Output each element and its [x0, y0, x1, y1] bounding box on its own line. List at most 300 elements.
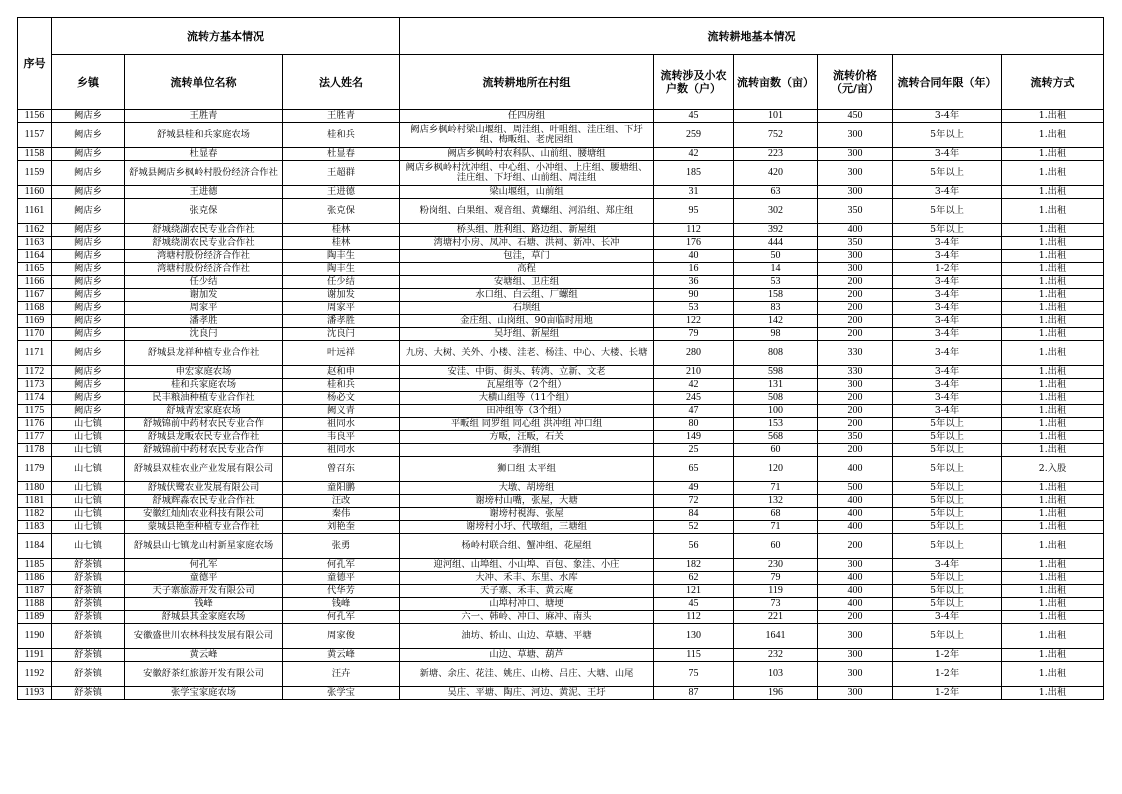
cell-town: 舒茶镇 [52, 649, 125, 662]
cell-unit: 钱峰 [125, 598, 283, 611]
cell-seq: 1193 [18, 687, 52, 700]
header-households: 流转涉及小农户数（户） [654, 55, 734, 110]
cell-person: 代华芳 [283, 585, 400, 598]
cell-price: 200 [818, 418, 893, 431]
table-row [18, 379, 1104, 392]
cell-village: 安洼、中街、街头、转湾、立新、文老 [400, 366, 654, 379]
cell-area: 132 [734, 495, 818, 508]
table-row [18, 482, 1104, 495]
cell-person: 桂林 [283, 237, 400, 250]
cell-method: 1.出租 [1002, 315, 1104, 328]
cell-town: 阙店乡 [52, 110, 125, 123]
cell-area: 444 [734, 237, 818, 250]
cell-person: 童阳鹏 [283, 482, 400, 495]
cell-seq: 1165 [18, 263, 52, 276]
cell-person: 钱峰 [283, 598, 400, 611]
cell-person: 祖同水 [283, 444, 400, 457]
cell-unit: 蒙城县艳奎种植专业合作社 [125, 521, 283, 534]
cell-unit: 谢加发 [125, 289, 283, 302]
cell-village: 桥头组、胜利组、路边组、新屋组 [400, 224, 654, 237]
cell-unit: 王进德 [125, 186, 283, 199]
cell-term: 5年以上 [893, 199, 1002, 224]
cell-area: 752 [734, 123, 818, 148]
table-row [18, 521, 1104, 534]
cell-seq: 1166 [18, 276, 52, 289]
cell-unit: 舒城县龙畈农民专业合作社 [125, 431, 283, 444]
cell-households: 42 [654, 379, 734, 392]
cell-seq: 1179 [18, 457, 52, 482]
cell-seq: 1181 [18, 495, 52, 508]
table-row [18, 289, 1104, 302]
cell-term: 5年以上 [893, 572, 1002, 585]
cell-method: 1.出租 [1002, 662, 1104, 687]
cell-term: 5年以上 [893, 585, 1002, 598]
cell-unit: 舒城县双桂农业产业发展有限公司 [125, 457, 283, 482]
cell-method: 1.出租 [1002, 431, 1104, 444]
table-row [18, 649, 1104, 662]
cell-town: 山七镇 [52, 495, 125, 508]
cell-price: 400 [818, 585, 893, 598]
cell-method: 1.出租 [1002, 611, 1104, 624]
cell-term: 3-4年 [893, 148, 1002, 161]
cell-seq: 1160 [18, 186, 52, 199]
cell-households: 65 [654, 457, 734, 482]
cell-village: 杨岭村联合组、蟹冲组、花屋组 [400, 534, 654, 559]
table-row [18, 341, 1104, 366]
cell-households: 182 [654, 559, 734, 572]
cell-village: 大墩、胡塝组 [400, 482, 654, 495]
cell-area: 73 [734, 598, 818, 611]
cell-town: 阙店乡 [52, 224, 125, 237]
cell-method: 1.出租 [1002, 224, 1104, 237]
cell-person: 张勇 [283, 534, 400, 559]
cell-village: 谢塝村小圩、代墩组，三塘组 [400, 521, 654, 534]
cell-area: 60 [734, 534, 818, 559]
cell-person: 汪卉 [283, 662, 400, 687]
cell-village: 山埠村冲口、塘埂 [400, 598, 654, 611]
cell-area: 53 [734, 276, 818, 289]
table-row [18, 585, 1104, 598]
cell-price: 200 [818, 444, 893, 457]
cell-term: 5年以上 [893, 123, 1002, 148]
cell-price: 400 [818, 457, 893, 482]
cell-area: 131 [734, 379, 818, 392]
cell-area: 568 [734, 431, 818, 444]
cell-unit: 舒城辉淼农民专业合作社 [125, 495, 283, 508]
cell-area: 196 [734, 687, 818, 700]
table-row [18, 328, 1104, 341]
cell-method: 1.出租 [1002, 186, 1104, 199]
cell-seq: 1186 [18, 572, 52, 585]
cell-price: 200 [818, 315, 893, 328]
cell-seq: 1161 [18, 199, 52, 224]
cell-seq: 1192 [18, 662, 52, 687]
header-village: 流转耕地所在村组 [400, 55, 654, 110]
cell-method: 1.出租 [1002, 405, 1104, 418]
cell-households: 72 [654, 495, 734, 508]
cell-person: 何孔军 [283, 559, 400, 572]
cell-seq: 1182 [18, 508, 52, 521]
cell-method: 1.出租 [1002, 341, 1104, 366]
cell-person: 刘艳奎 [283, 521, 400, 534]
table-row [18, 572, 1104, 585]
cell-village: 吴庄、平塘、陶庄、河边、黄泥、王圩 [400, 687, 654, 700]
table-row [18, 123, 1104, 148]
cell-unit: 周家平 [125, 302, 283, 315]
cell-village: 粉岗组、白果组、观音组、黄螺组、河沿组、郑庄组 [400, 199, 654, 224]
cell-area: 68 [734, 508, 818, 521]
cell-person: 王胜青 [283, 110, 400, 123]
cell-term: 3-4年 [893, 110, 1002, 123]
cell-village: 大横山组等（11个组） [400, 392, 654, 405]
cell-person: 任少结 [283, 276, 400, 289]
cell-town: 舒茶镇 [52, 611, 125, 624]
cell-households: 122 [654, 315, 734, 328]
cell-town: 阙店乡 [52, 148, 125, 161]
cell-area: 63 [734, 186, 818, 199]
cell-unit: 舒城县桂和兵家庭农场 [125, 123, 283, 148]
cell-person: 桂和兵 [283, 379, 400, 392]
cell-town: 阙店乡 [52, 392, 125, 405]
cell-seq: 1159 [18, 161, 52, 186]
cell-area: 221 [734, 611, 818, 624]
cell-households: 45 [654, 110, 734, 123]
cell-unit: 舒城绕湖农民专业合作社 [125, 237, 283, 250]
cell-households: 280 [654, 341, 734, 366]
cell-seq: 1174 [18, 392, 52, 405]
cell-seq: 1156 [18, 110, 52, 123]
cell-seq: 1190 [18, 624, 52, 649]
cell-price: 300 [818, 250, 893, 263]
cell-seq: 1176 [18, 418, 52, 431]
cell-households: 25 [654, 444, 734, 457]
cell-unit: 沈良闩 [125, 328, 283, 341]
cell-person: 周家俊 [283, 624, 400, 649]
cell-area: 223 [734, 148, 818, 161]
cell-village: 安塘组、卫庄组 [400, 276, 654, 289]
cell-person: 王超群 [283, 161, 400, 186]
cell-area: 119 [734, 585, 818, 598]
cell-households: 45 [654, 598, 734, 611]
cell-village: 大冲、禾丰、东里、水库 [400, 572, 654, 585]
cell-method: 2.入股 [1002, 457, 1104, 482]
header-seq: 序号 [18, 18, 52, 110]
cell-town: 阙店乡 [52, 302, 125, 315]
cell-person: 秦伟 [283, 508, 400, 521]
cell-town: 阙店乡 [52, 405, 125, 418]
cell-method: 1.出租 [1002, 250, 1104, 263]
cell-town: 山七镇 [52, 534, 125, 559]
cell-area: 302 [734, 199, 818, 224]
cell-seq: 1175 [18, 405, 52, 418]
cell-price: 300 [818, 123, 893, 148]
table-row [18, 110, 1104, 123]
cell-method: 1.出租 [1002, 328, 1104, 341]
cell-seq: 1168 [18, 302, 52, 315]
cell-method: 1.出租 [1002, 649, 1104, 662]
table-row [18, 534, 1104, 559]
cell-method: 1.出租 [1002, 392, 1104, 405]
cell-term: 1-2年 [893, 649, 1002, 662]
cell-households: 75 [654, 662, 734, 687]
cell-town: 阙店乡 [52, 250, 125, 263]
cell-area: 120 [734, 457, 818, 482]
cell-town: 阙店乡 [52, 289, 125, 302]
cell-method: 1.出租 [1002, 289, 1104, 302]
cell-village: 山边、草塘、葫芦 [400, 649, 654, 662]
cell-price: 400 [818, 598, 893, 611]
cell-area: 100 [734, 405, 818, 418]
cell-seq: 1185 [18, 559, 52, 572]
cell-term: 5年以上 [893, 444, 1002, 457]
cell-term: 3-4年 [893, 379, 1002, 392]
cell-village: 迎河组、山埠组、小山埠、百包、象洼、小庄 [400, 559, 654, 572]
cell-method: 1.出租 [1002, 302, 1104, 315]
table-row [18, 559, 1104, 572]
cell-person: 周家平 [283, 302, 400, 315]
cell-village: 阙店乡枫岭村梁山堰组、周洼组、叶咀组、洼庄组、下圩组、梅畈组、老虎园组 [400, 123, 654, 148]
cell-unit: 舒城伏鹭农业发展有限公司 [125, 482, 283, 495]
cell-area: 1641 [734, 624, 818, 649]
cell-area: 101 [734, 110, 818, 123]
cell-households: 80 [654, 418, 734, 431]
cell-price: 300 [818, 624, 893, 649]
cell-person: 韦良平 [283, 431, 400, 444]
cell-households: 47 [654, 405, 734, 418]
cell-unit: 安徽盛世川农林科技发展有限公司 [125, 624, 283, 649]
cell-price: 300 [818, 263, 893, 276]
cell-seq: 1172 [18, 366, 52, 379]
cell-seq: 1184 [18, 534, 52, 559]
cell-method: 1.出租 [1002, 495, 1104, 508]
cell-town: 舒茶镇 [52, 687, 125, 700]
cell-person: 祖同水 [283, 418, 400, 431]
cell-town: 阙店乡 [52, 366, 125, 379]
table-row [18, 495, 1104, 508]
cell-unit: 舒城锦前中药材农民专业合作 [125, 418, 283, 431]
cell-village: 六一、韩岭、冲口、麻冲、南头 [400, 611, 654, 624]
cell-village: 吴圩组、新屋组 [400, 328, 654, 341]
cell-households: 16 [654, 263, 734, 276]
cell-households: 36 [654, 276, 734, 289]
header-unit: 流转单位名称 [125, 55, 283, 110]
cell-area: 50 [734, 250, 818, 263]
cell-term: 5年以上 [893, 431, 1002, 444]
cell-unit: 张克保 [125, 199, 283, 224]
cell-unit: 舒城青宏家庭农场 [125, 405, 283, 418]
cell-seq: 1158 [18, 148, 52, 161]
table-body [18, 110, 1104, 700]
cell-area: 71 [734, 521, 818, 534]
cell-seq: 1157 [18, 123, 52, 148]
cell-price: 350 [818, 237, 893, 250]
table-row [18, 315, 1104, 328]
cell-area: 60 [734, 444, 818, 457]
cell-village: 梁山堰组，山前组 [400, 186, 654, 199]
cell-term: 5年以上 [893, 457, 1002, 482]
cell-village: 田冲组等（3个组） [400, 405, 654, 418]
cell-seq: 1180 [18, 482, 52, 495]
cell-price: 200 [818, 392, 893, 405]
cell-area: 14 [734, 263, 818, 276]
cell-method: 1.出租 [1002, 572, 1104, 585]
cell-village: 瓦屋组等（2个组） [400, 379, 654, 392]
cell-person: 陶丰生 [283, 263, 400, 276]
cell-price: 300 [818, 649, 893, 662]
cell-town: 山七镇 [52, 444, 125, 457]
cell-area: 71 [734, 482, 818, 495]
cell-town: 阙店乡 [52, 263, 125, 276]
header-term: 流转合同年限（年） [893, 55, 1002, 110]
cell-households: 90 [654, 289, 734, 302]
cell-person: 潘孝胜 [283, 315, 400, 328]
table-row [18, 392, 1104, 405]
cell-area: 103 [734, 662, 818, 687]
cell-village: 方畈，汪畈，石关 [400, 431, 654, 444]
cell-area: 232 [734, 649, 818, 662]
cell-term: 5年以上 [893, 482, 1002, 495]
cell-unit: 湾塘村股份经济合作社 [125, 250, 283, 263]
cell-term: 5年以上 [893, 224, 1002, 237]
cell-term: 3-4年 [893, 315, 1002, 328]
cell-price: 300 [818, 161, 893, 186]
cell-person: 曾召东 [283, 457, 400, 482]
cell-households: 112 [654, 224, 734, 237]
cell-village: 油坊、轿山、山边、草塘、平塘 [400, 624, 654, 649]
cell-unit: 申宏家庭农场 [125, 366, 283, 379]
cell-seq: 1164 [18, 250, 52, 263]
cell-price: 200 [818, 276, 893, 289]
cell-person: 阙义青 [283, 405, 400, 418]
cell-town: 舒茶镇 [52, 662, 125, 687]
cell-method: 1.出租 [1002, 148, 1104, 161]
cell-households: 121 [654, 585, 734, 598]
cell-term: 3-4年 [893, 237, 1002, 250]
land-transfer-table [17, 17, 1104, 700]
cell-village: 任四房组 [400, 110, 654, 123]
cell-unit: 天子寨旅游开发有限公司 [125, 585, 283, 598]
cell-price: 200 [818, 405, 893, 418]
cell-households: 112 [654, 611, 734, 624]
cell-households: 53 [654, 302, 734, 315]
cell-term: 5年以上 [893, 161, 1002, 186]
cell-price: 300 [818, 559, 893, 572]
cell-seq: 1177 [18, 431, 52, 444]
cell-seq: 1167 [18, 289, 52, 302]
header-town: 乡镇 [52, 55, 125, 110]
cell-households: 259 [654, 123, 734, 148]
cell-price: 400 [818, 572, 893, 585]
cell-term: 3-4年 [893, 405, 1002, 418]
cell-households: 185 [654, 161, 734, 186]
cell-town: 阙店乡 [52, 379, 125, 392]
cell-term: 3-4年 [893, 289, 1002, 302]
table-row [18, 508, 1104, 521]
cell-method: 1.出租 [1002, 482, 1104, 495]
cell-area: 808 [734, 341, 818, 366]
cell-village: 水口组、白云组、厂螺组 [400, 289, 654, 302]
table-row [18, 662, 1104, 687]
cell-area: 230 [734, 559, 818, 572]
cell-method: 1.出租 [1002, 366, 1104, 379]
header-person: 法人姓名 [283, 55, 400, 110]
cell-seq: 1171 [18, 341, 52, 366]
cell-town: 阙店乡 [52, 161, 125, 186]
cell-unit: 潘孝胜 [125, 315, 283, 328]
cell-person: 黄云峰 [283, 649, 400, 662]
table-row [18, 431, 1104, 444]
cell-price: 300 [818, 662, 893, 687]
cell-term: 5年以上 [893, 624, 1002, 649]
cell-seq: 1163 [18, 237, 52, 250]
table-row [18, 687, 1104, 700]
cell-person: 桂和兵 [283, 123, 400, 148]
cell-seq: 1188 [18, 598, 52, 611]
cell-town: 山七镇 [52, 457, 125, 482]
cell-person: 汪改 [283, 495, 400, 508]
cell-households: 52 [654, 521, 734, 534]
cell-unit: 王胜青 [125, 110, 283, 123]
cell-seq: 1173 [18, 379, 52, 392]
cell-price: 200 [818, 534, 893, 559]
cell-term: 3-4年 [893, 250, 1002, 263]
cell-price: 330 [818, 341, 893, 366]
cell-households: 79 [654, 328, 734, 341]
cell-method: 1.出租 [1002, 123, 1104, 148]
cell-town: 阙店乡 [52, 186, 125, 199]
cell-households: 87 [654, 687, 734, 700]
cell-area: 158 [734, 289, 818, 302]
cell-price: 200 [818, 328, 893, 341]
cell-term: 3-4年 [893, 611, 1002, 624]
cell-term: 3-4年 [893, 392, 1002, 405]
cell-town: 舒茶镇 [52, 572, 125, 585]
cell-town: 山七镇 [52, 482, 125, 495]
cell-town: 舒茶镇 [52, 598, 125, 611]
cell-village: 新塘、余庄、花洼、姚庄、山榜、吕庄、大塘、山尾 [400, 662, 654, 687]
cell-method: 1.出租 [1002, 237, 1104, 250]
cell-method: 1.出租 [1002, 379, 1104, 392]
cell-person: 杜显春 [283, 148, 400, 161]
cell-village: 阙店乡枫岭村农科队、山前组、腰塘组 [400, 148, 654, 161]
cell-households: 84 [654, 508, 734, 521]
header-price: 流转价格（元/亩） [818, 55, 893, 110]
cell-unit: 安徽舒茶红旅游开发有限公司 [125, 662, 283, 687]
cell-households: 31 [654, 186, 734, 199]
cell-households: 130 [654, 624, 734, 649]
cell-price: 200 [818, 611, 893, 624]
table-row [18, 598, 1104, 611]
cell-price: 300 [818, 379, 893, 392]
cell-person: 桂林 [283, 224, 400, 237]
cell-term: 5年以上 [893, 495, 1002, 508]
cell-seq: 1183 [18, 521, 52, 534]
cell-term: 1-2年 [893, 662, 1002, 687]
cell-households: 56 [654, 534, 734, 559]
cell-term: 3-4年 [893, 328, 1002, 341]
cell-town: 山七镇 [52, 521, 125, 534]
cell-price: 350 [818, 431, 893, 444]
cell-village: 九房、大树、关外、小楼、洼老、杨洼、中心、大楼、长塘 [400, 341, 654, 366]
table-row [18, 263, 1104, 276]
cell-method: 1.出租 [1002, 263, 1104, 276]
cell-method: 1.出租 [1002, 521, 1104, 534]
cell-unit: 舒城县阙店乡枫岭村股份经济合作社 [125, 161, 283, 186]
cell-town: 山七镇 [52, 508, 125, 521]
header-group-left: 流转方基本情况 [52, 18, 400, 55]
cell-unit: 舒城绕湖农民专业合作社 [125, 224, 283, 237]
cell-village: 阙店乡枫岭村沈冲组、中心组、小冲组、上庄组、腰塘组、洼庄组、下圩组、山前组、周洼组 [400, 161, 654, 186]
